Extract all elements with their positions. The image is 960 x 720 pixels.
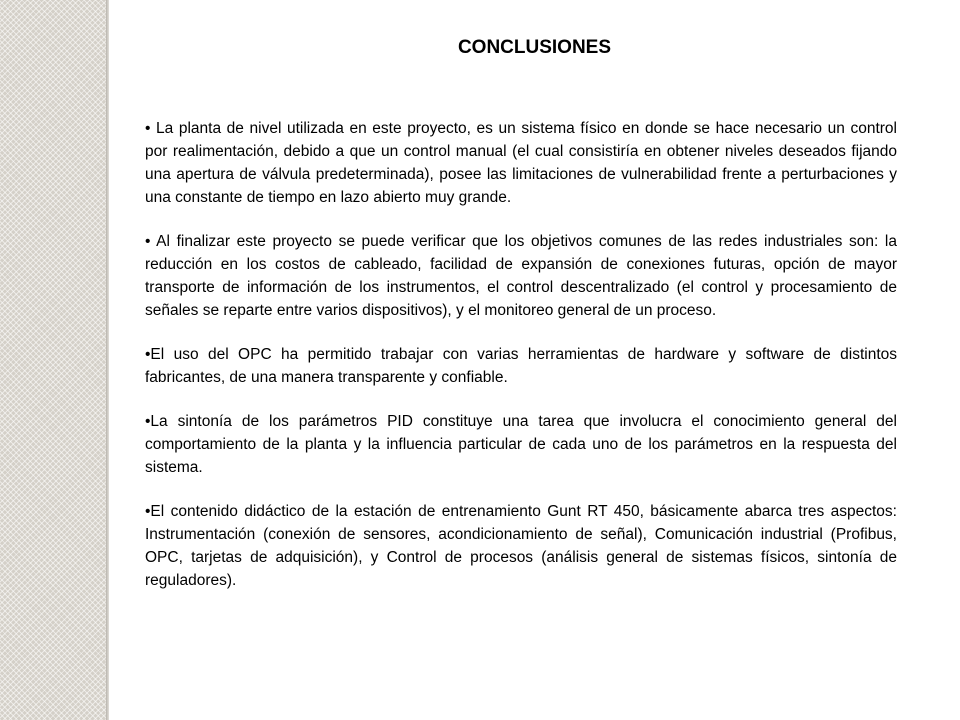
side-band-edge	[106, 0, 109, 720]
conclusion-paragraph-5: •El contenido didáctico de la estación de entrenamiento Gunt RT 450, básicamente abarca tres aspectos: Instrumentación (conexión de sensores, acondicionamiento de señal), Comunicación industrial (Profibus, OPC, tarjetas de adquisición), y Control de procesos (análisis general de sistemas físicos, sintonía de reguladores).	[145, 503, 897, 589]
conclusion-paragraph-3: •El uso del OPC ha permitido trabajar con varias herramientas de hardware y software de distintos fabricantes, de una manera transparente y confiable.	[145, 346, 897, 386]
slide-title: CONCLUSIONES	[457, 37, 612, 58]
conclusion-paragraph-1: • La planta de nivel utilizada en este proyecto, es un sistema físico en donde se hace necesario un control por realimentación, debido a que un control manual (el cual consistiría en obtener niveles deseados fijando una apertura de válvula predeterminada), posee las limitaciones de vulnerabilidad frente a perturbaciones y una constante de tiempo en lazo abierto muy grande.	[145, 120, 897, 206]
conclusion-paragraph-2: • Al finalizar este proyecto se puede verificar que los objetivos comunes de las redes industriales son: la reducción en los costos de cableado, facilidad de expansión de conexiones futuras, opción de mayor transporte de información de los instrumentos, el control descentralizado (el control y procesamiento de señales se reparte entre varios dispositivos), y el monitoreo general de un proceso.	[145, 233, 897, 319]
conclusion-paragraph-4: •La sintonía de los parámetros PID constituye una tarea que involucra el conocimiento general del comportamiento de la planta y la influencia particular de cada uno de los parámetros en la respuesta del sistema.	[145, 413, 897, 476]
conclusions-body	[145, 117, 897, 613]
decorative-side-band	[0, 0, 106, 720]
